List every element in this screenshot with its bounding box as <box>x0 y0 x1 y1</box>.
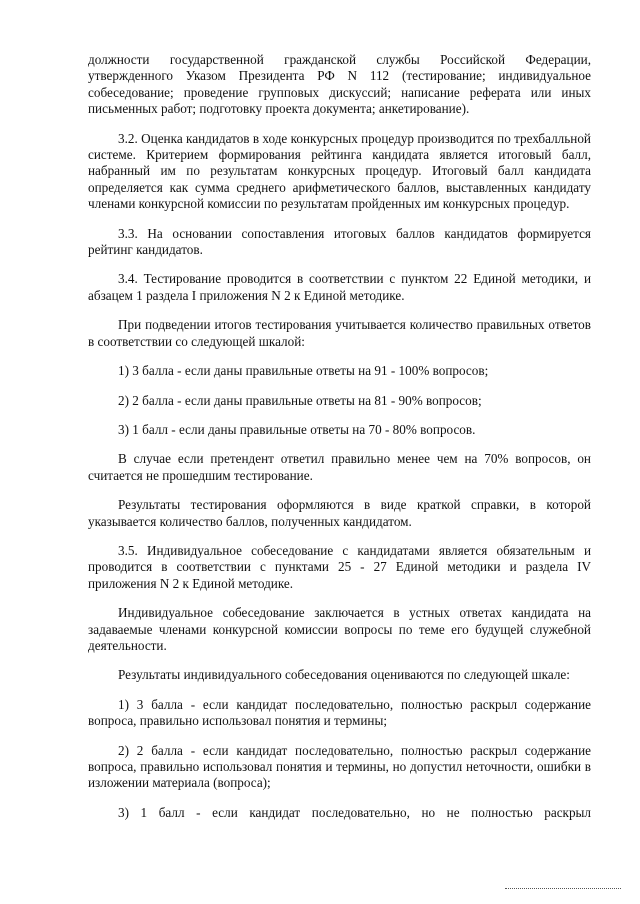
testing-scale-item-1: 1) 3 балла - если даны правильные ответы на 91 - 100% вопросов; <box>118 363 489 379</box>
paragraph-interview-scale-intro: Результаты индивидуального собеседования оцениваются по следующей шкале: <box>118 667 570 683</box>
paragraph-testing-scale-intro: При подведении итогов тестирования учитывается количество правильных ответов в соответствии со следующей шкалой: <box>88 317 591 349</box>
paragraph-3-5: 3.5. Индивидуальное собеседование с кандидатами является обязательным и проводится в соответствии с пунктами 25 - 27 Единой методики и раздела IV приложения N 2 к Единой методике. <box>88 542 591 591</box>
paragraph-interview-description: Индивидуальное собеседование заключается в устных ответах кандидата на задаваемые членами конкурсной комиссии вопросы по теме его будущей служебной деятельности. <box>88 605 591 653</box>
interview-scale-item-3: 3) 1 балл - если кандидат последовательно, но не полностью раскрыл <box>118 804 591 820</box>
paragraph-3-3: 3.3. На основании сопоставления итоговых баллов кандидатов формируется рейтинг кандидатов. <box>88 225 591 258</box>
paragraph-3-4: 3.4. Тестирование проводится в соответствии с пунктом 22 Единой методики, и абзацем 1 раздела I приложения N 2 к Единой методике. <box>88 271 591 303</box>
paragraph-testing-results: Результаты тестирования оформляются в виде краткой справки, в которой указывается количество баллов, полученных кандидатом. <box>88 497 591 529</box>
paragraph-testing-fail: В случае если претендент ответил правильно менее чем на 70% вопросов, он считается не прошедшим тестирование. <box>88 451 591 483</box>
paragraph-3-2: 3.2. Оценка кандидатов в ходе конкурсных процедур производится по трехбалльной системе. Критерием формирования рейтинга кандидата является итоговый балл, набранный им по результатам конкурсных процедур. Итоговый балл кандидата определяется как сумма среднего арифметического баллов, выставленных кандидату членами конкурсной комиссии по результатам пройденных им конкурсных процедур. <box>88 130 591 212</box>
interview-scale-item-1: 1) 3 балла - если кандидат последовательно, полностью раскрыл содержание вопроса, правильно использовал понятия и термины; <box>88 696 591 729</box>
footer-divider <box>505 888 621 889</box>
testing-scale-item-3: 3) 1 балл - если даны правильные ответы на 70 - 80% вопросов. <box>118 421 476 437</box>
document-body <box>88 52 591 821</box>
interview-scale-item-2: 2) 2 балла - если кандидат последовательно, полностью раскрыл содержание вопроса, правильно использовал понятия и термины, но допустил неточности, ошибки в изложении материала (вопроса); <box>88 742 591 791</box>
testing-scale-item-2: 2) 2 балла - если даны правильные ответы на 81 - 90% вопросов; <box>118 392 482 408</box>
paragraph-intro-continuation: должности государственной гражданской службы Российской Федерации, утвержденного Указом Президента РФ N 112 (тестирование; индивидуальное собеседование; проведение групповых дискуссий; написание реферата или иных письменных работ; подготовку проекта документа; анкетирование). <box>88 52 591 117</box>
